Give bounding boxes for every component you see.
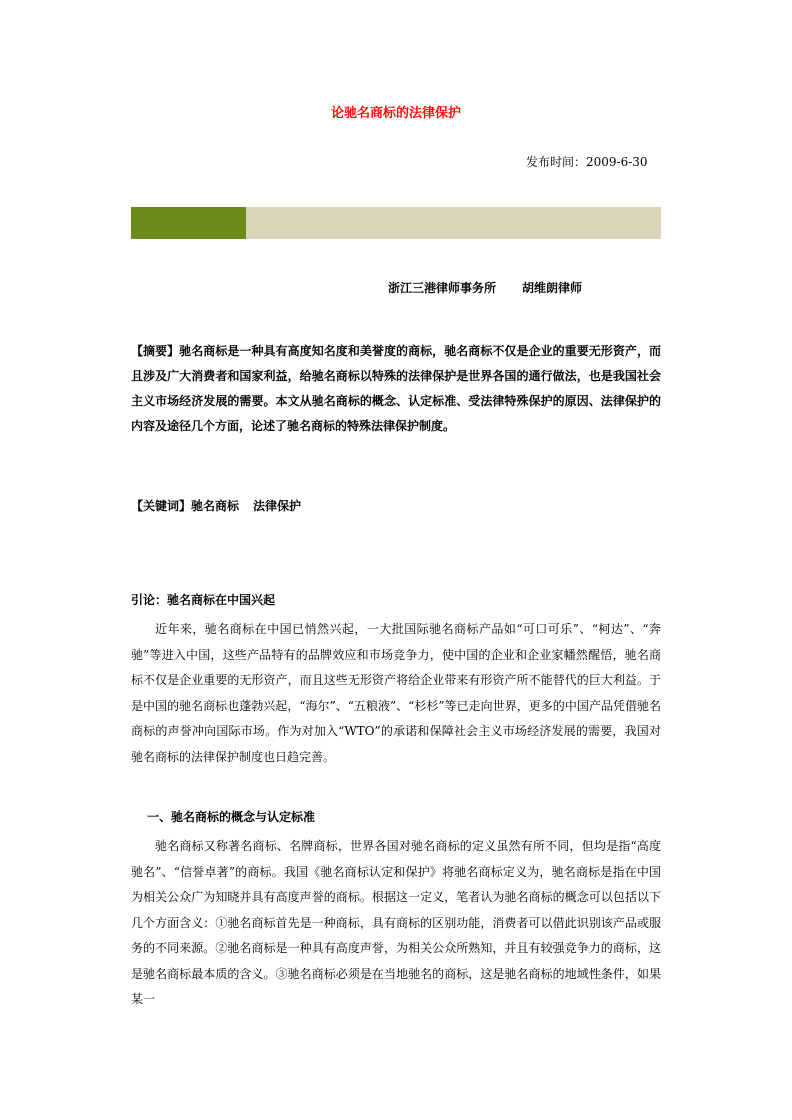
keywords-line [131,497,301,514]
section1-body [131,834,661,1013]
decorative-banner [131,207,661,239]
section1-heading: 一、驰名商标的概念与认定标准 [147,810,316,824]
keywords-extra: 法律保护 [253,499,302,513]
abstract-paragraph: 【摘要】驰名商标是一种具有高度知名度和美誉度的商标，驰名商标不仅是企业的重要无形资产，而且涉及广大消费者和国家利益，给驰名商标以特殊的法律保护是世界各国的通行做法，也是我国社会主义市场经济发展的需要。本文从驰名商标的概念、认定标准、受法律特殊保护的原因、法律保护的内容及途径几个方面，论述了驰名商标的特殊法律保护制度。 [131,344,661,433]
keywords-label: 【关键词】驰名商标 [131,499,240,513]
publish-date: 发布时间：2009-6-30 [526,155,648,169]
author-name: 胡维朗律师 [522,281,583,295]
intro-body [131,617,661,770]
banner-green-block [131,207,246,239]
author-organization: 浙江三港律师事务所 [388,281,497,295]
section1-paragraph: 驰名商标又称著名商标、名牌商标，世界各国对驰名商标的定义虽然有所不同，但均是指“高度驰名”、“信誉卓著”的商标。我国《驰名商标认定和保护》将驰名商标定义为，驰名商标是指在中国为相关公众广为知晓并具有高度声誉的商标。根据这一定义，笔者认为驰名商标的概念可以包括以下几个方面含义：①驰名商标首先是一种商标，具有商标的区别功能，消费者可以借此识别该产品或服务的不同来源。②驰名商标是一种具有高度声誉，为相关公众所熟知，并且有较强竞争力的商标，这是驰名商标最本质的含义。③驰名商标必须是在当地驰名的商标，这是驰名商标的地域性条件，如果某一 [131,839,661,1006]
intro-heading: 引论：驰名商标在中国兴起 [131,593,276,607]
intro-paragraph: 近年来，驰名商标在中国已悄然兴起，一大批国际驰名商标产品如“可口可乐”、“柯达”、“奔驰”等进入中国，这些产品特有的品牌效应和市场竞争力，使中国的企业和企业家幡然醒悟，驰名商标不仅是企业重要的无形资产，而且这些无形资产将给企业带来有形资产所不能替代的巨大利益。于是中国的驰名商标也蓬勃兴起，“海尔”、“五粮液”、“杉杉”等已走向世界，更多的中国产品凭借驰名商标的声誉冲向国际市场。作为对加入“WTO”的承诺和保障社会主义市场经济发展的需要，我国对驰名商标的法律保护制度也日趋完善。 [131,622,661,764]
document-title: 论驰名商标的法律保护 [330,106,461,121]
author-line [388,279,582,296]
